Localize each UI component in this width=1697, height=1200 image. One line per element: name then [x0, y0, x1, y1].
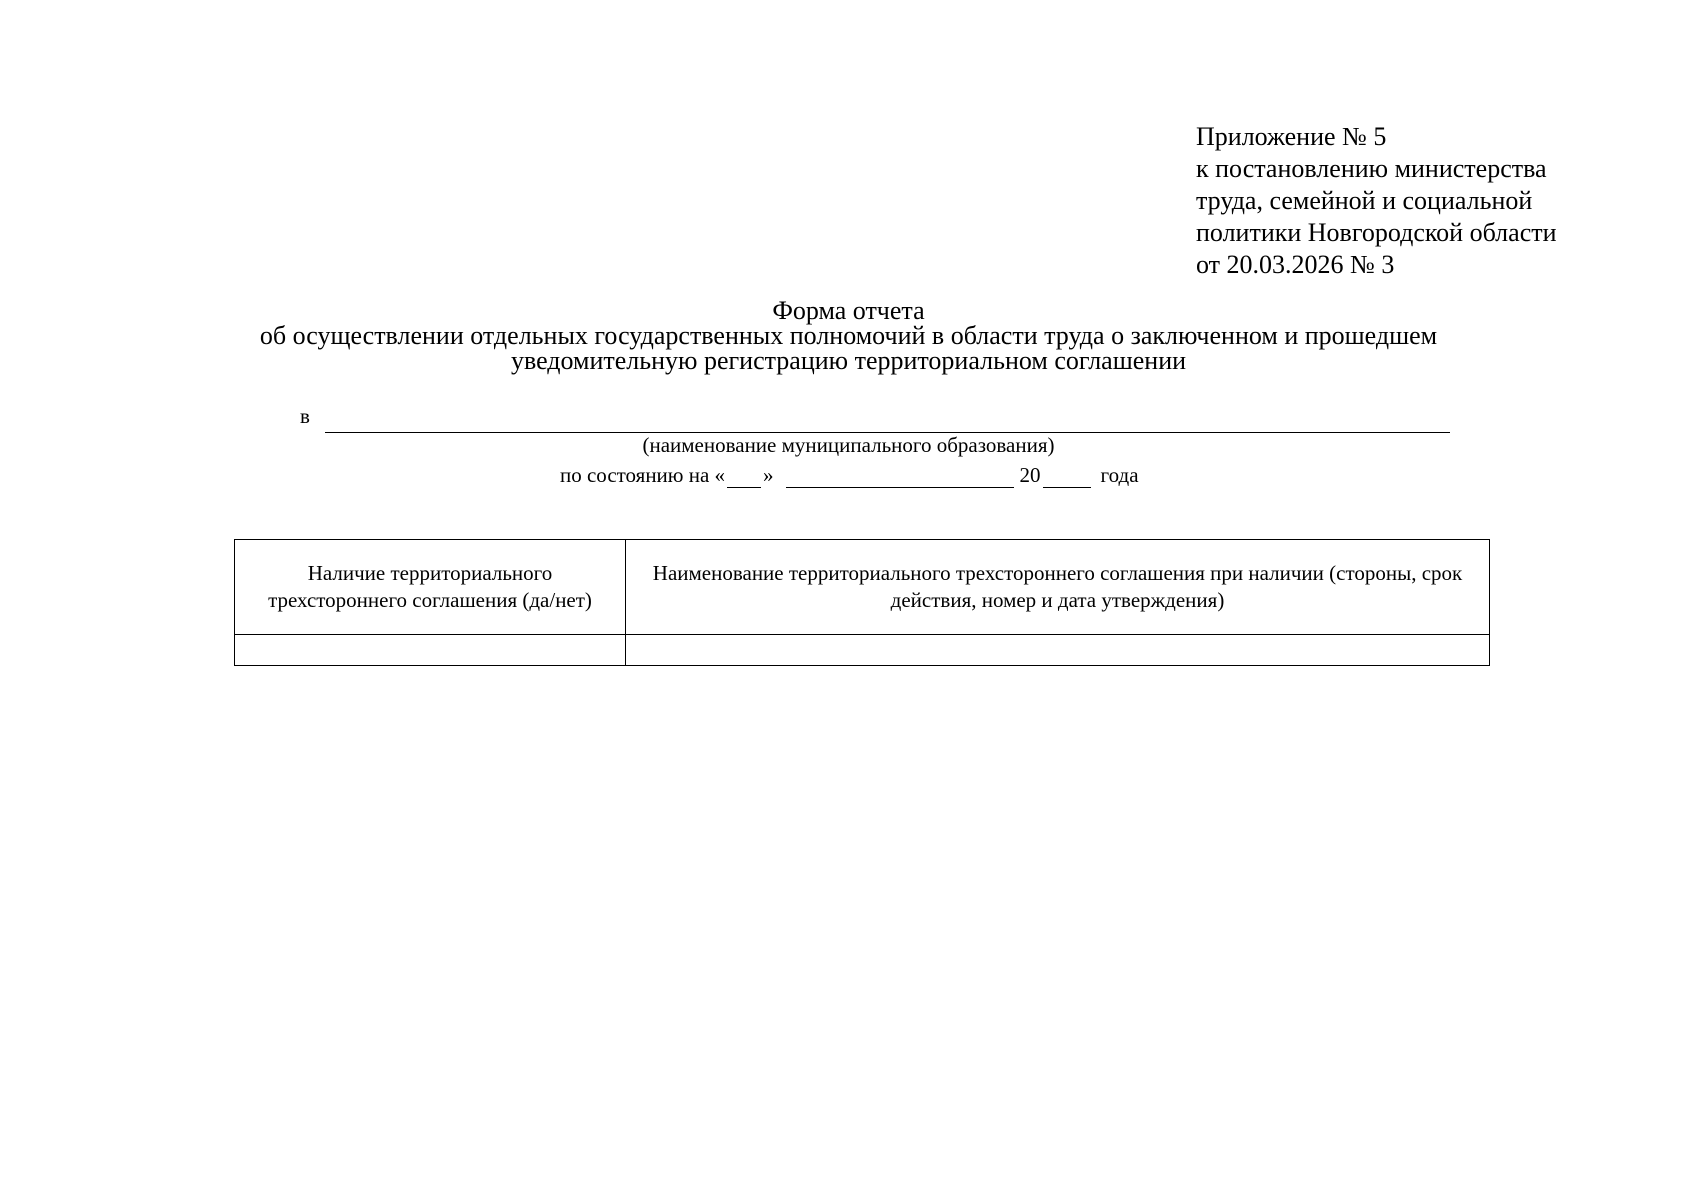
as-of-date-row — [560, 460, 1139, 488]
form-title — [0, 298, 1697, 373]
table-header-row — [235, 540, 1490, 635]
municipality-row — [300, 404, 1460, 434]
appendix-line-1: Приложение № 5 — [1196, 122, 1387, 151]
cell-agreement-name[interactable] — [626, 635, 1490, 666]
report-table — [234, 539, 1490, 666]
month-blank[interactable] — [786, 467, 1014, 488]
day-blank[interactable] — [727, 467, 761, 488]
municipality-prefix: в — [300, 404, 310, 428]
title-line-3: уведомительную регистрацию территориальном соглашении — [510, 346, 1187, 375]
year-suffix: года — [1100, 463, 1139, 487]
cell-agreement-presence[interactable] — [235, 635, 626, 666]
year-blank[interactable] — [1043, 467, 1091, 488]
appendix-block — [1196, 121, 1656, 281]
year-prefix: 20 — [1019, 463, 1041, 487]
municipality-caption: (наименование муниципального образования) — [642, 433, 1055, 457]
quote-close: » — [763, 463, 774, 487]
header-agreement-name: Наименование территориального трехстороннего соглашения при наличии (стороны, срок действия, номер и дата утверждения) — [626, 540, 1490, 635]
as-of-prefix: по состоянию на « — [560, 463, 726, 487]
appendix-line-2: к постановлению министерства — [1196, 154, 1547, 183]
table-row — [235, 635, 1490, 666]
appendix-line-5: от 20.03.2026 № 3 — [1196, 250, 1395, 279]
header-agreement-presence: Наличие территориального трехстороннего соглашения (да/нет) — [235, 540, 626, 635]
appendix-line-4: политики Новгородской области — [1196, 218, 1557, 247]
title-line-1: Форма отчета — [772, 296, 925, 325]
title-line-2: об осуществлении отдельных государственных полномочий в области труда о заключенном и прошедшем — [259, 321, 1438, 350]
appendix-line-3: труда, семейной и социальной — [1196, 186, 1533, 215]
